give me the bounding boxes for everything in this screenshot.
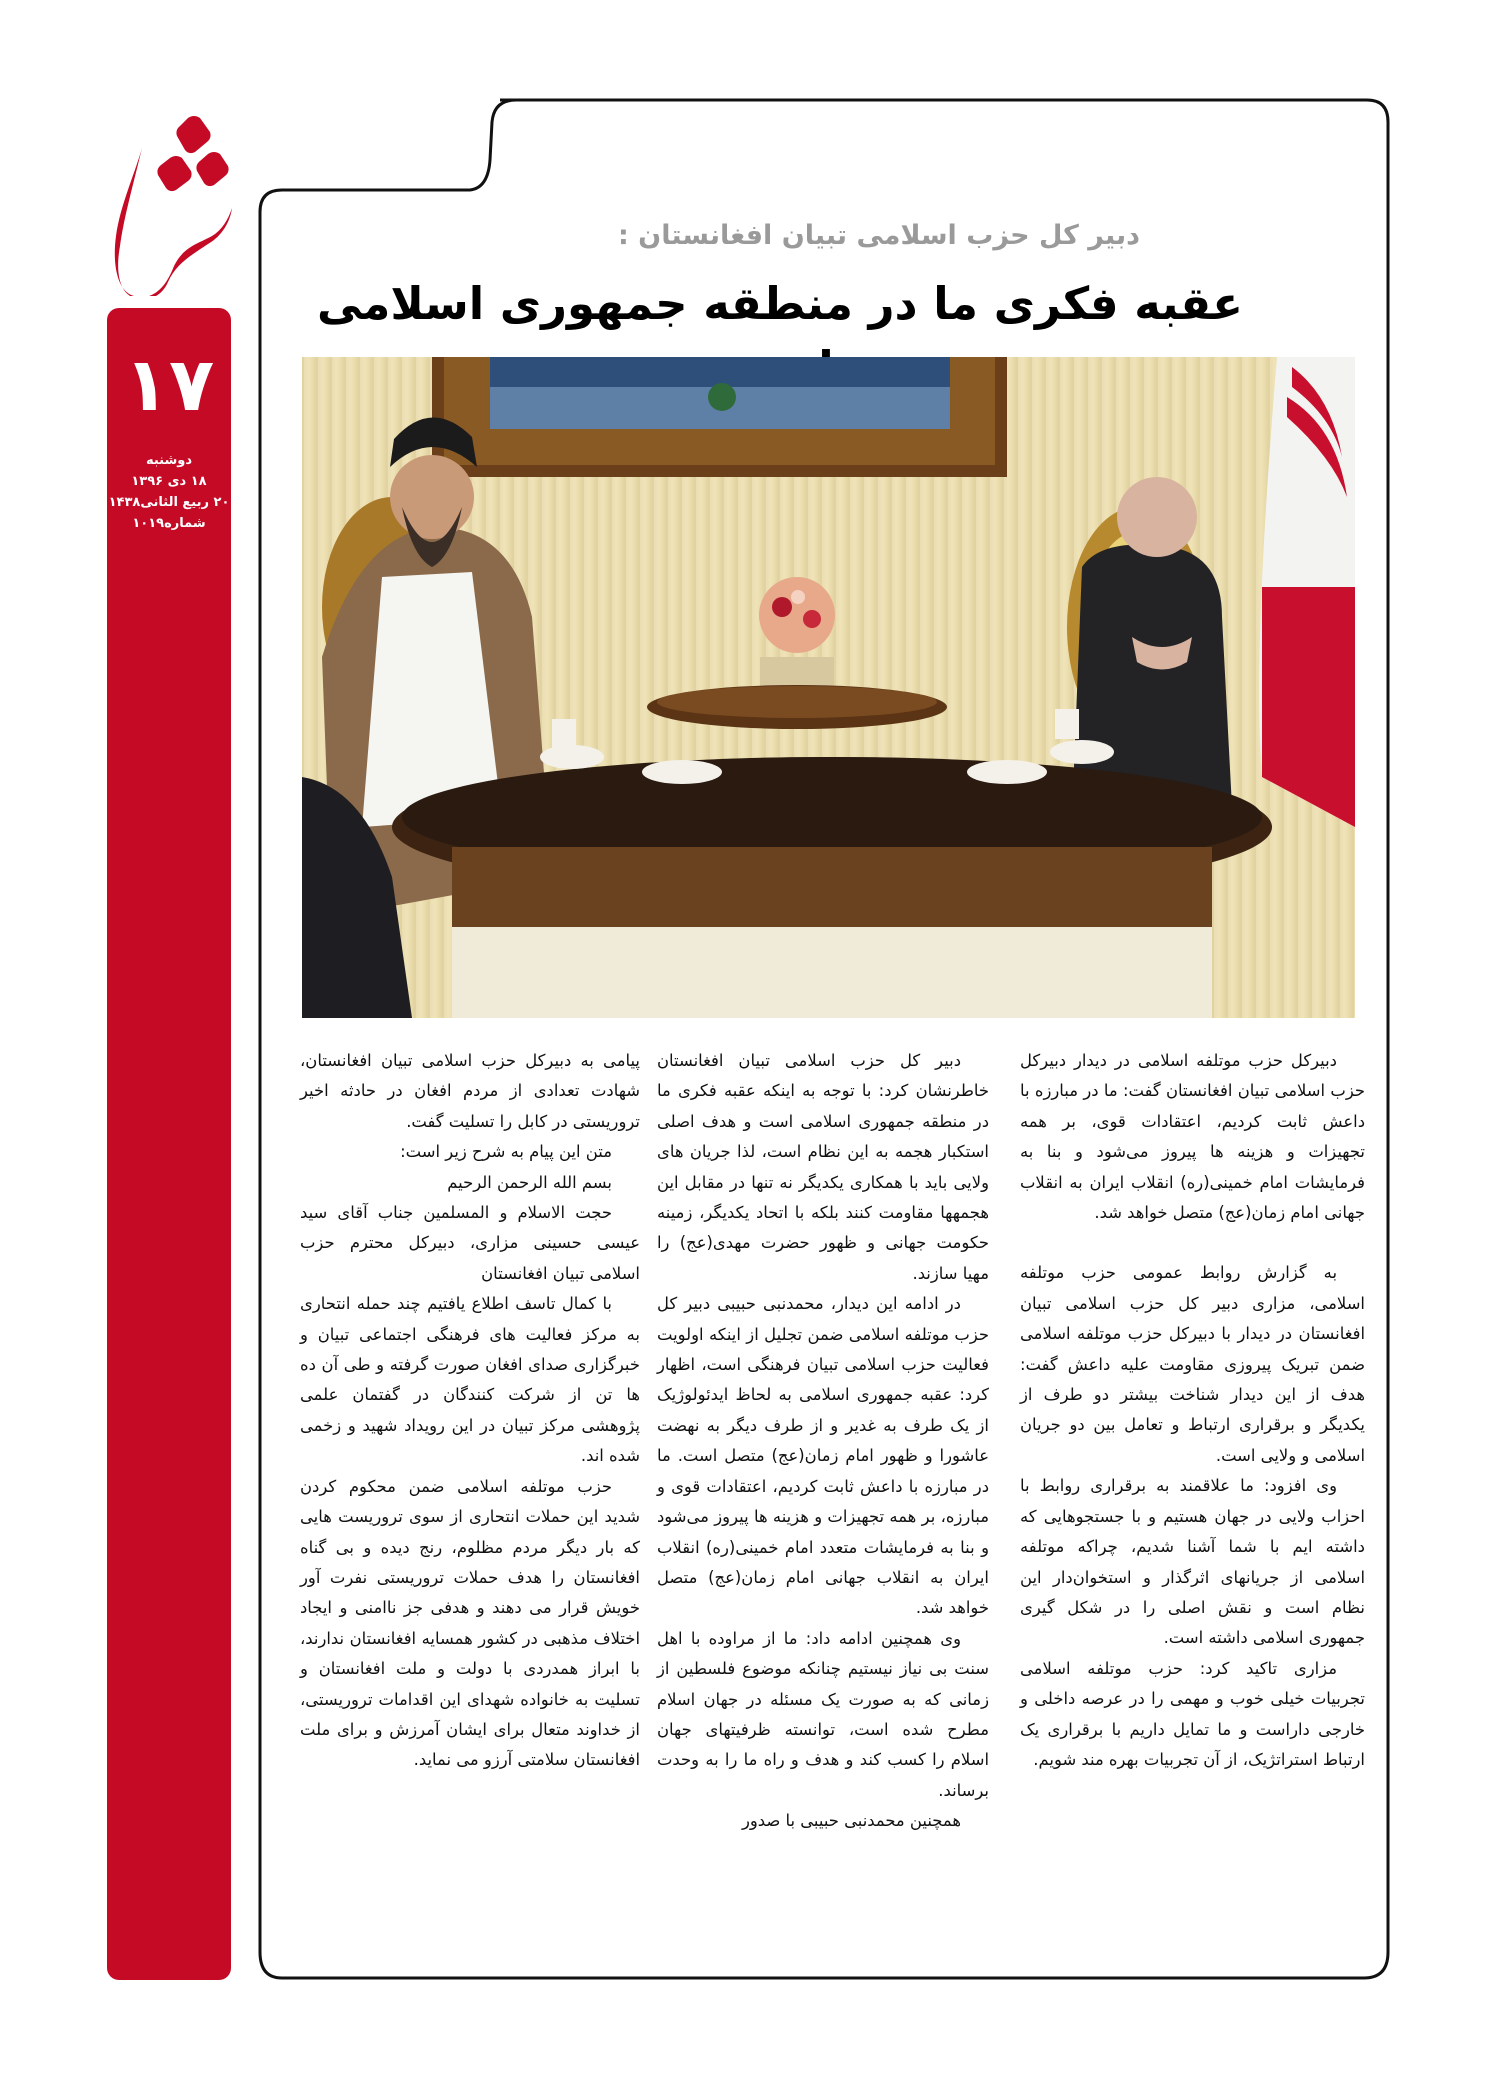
- paragraph: وی همچنین ادامه داد: ما از مراوده با اهل سنت بی نیاز نیستیم چنانکه موضوع فلسطین از زمانی که به صورت یک مسئله در جهان اسلام مطرح شده است، توانسته ظرفیتهای جهان اسلام را کسب کند و هدف و راه ما را به وحدت برساند.: [657, 1628, 989, 1800]
- date-solar: ۱۸ دی ۱۳۹۶: [131, 474, 207, 489]
- paragraph: وی افزود: ما علاقمند به برقراری روابط با احزاب ولایی در جهان هستیم و با جستجوهایی که داشته ایم با شما آشنا شدیم، چراکه موتلفه اسلامی از جریانهای اثرگذار و استخوان‌دار این نظام است و نقش اصلی را در شکل گیری جمهوری اسلامی داشته است.: [1020, 1476, 1365, 1648]
- logo-dot-left: [157, 156, 191, 191]
- logo-dot-right: [196, 152, 228, 186]
- paragraph: حزب موتلفه اسلامی ضمن محکوم کردن شدید این حملات انتحاری از سوی تروریست هایی که بار دیگر مردم مظلوم، رنج دیده و بی گناه افغانستان را هدف حملات تروریستی نفرت آور خویش قرار می دهند و هدفی جز ناامنی و ایجاد اختلاف مذهبی در کشور همسایه افغانستان ندارند، با ابراز همدردی با دولت و ملت افغانستان و تسلیت به خانواده شهدای این اقدامات تروریستی، از خداوند متعال برای ایشان آمرزش و برای ملت افغانستان سلامتی آرزو می نماید.: [300, 1476, 640, 1770]
- date-lunar: ۲۰ ربیع الثانی۱۴۳۸: [108, 495, 230, 510]
- paragraph: پیامی به دبیرکل حزب اسلامی تبیان افغانستان، شهادت تعدادی از مردم افغان در حادثه اخیر تروریستی در کابل را تسلیت گفت.: [300, 1051, 640, 1131]
- logo-dot-top: [176, 116, 210, 153]
- paragraph: دبیر کل حزب اسلامی تبیان افغانستان خاطرنشان کرد: با توجه به اینکه عقبه فکری ما در منطقه جمهوری اسلامی است و هدف اصلی استکبار هجمه به این نظام است، لذا جریان های ولایی باید با همکاری یکدیگر نه تنها در مقابل این هجمهها مقاومت کنند بلکه با اتحاد یکدیگر، زمینه حکومت جهانی و ظهور حضرت مهدی(عج) را مهیا سازند.: [657, 1051, 989, 1283]
- article-photo: [302, 357, 1355, 1018]
- page-number: ۱۷: [123, 342, 215, 428]
- basmala: بسم الله الرحمن الرحیم: [447, 1172, 612, 1192]
- paragraph: مزاری تاکید کرد: حزب موتلفه اسلامی تجربیات خیلی خوب و مهمی را در عرصه داخلی و خارجی داراست و ما تمایل داریم با برقراری یک ارتباط استراتژیک، از آن تجربیات بهره مند شویم.: [1020, 1658, 1365, 1769]
- issue-sidebar: [107, 308, 231, 1980]
- paragraph: با کمال تاسف اطلاع یافتیم چند حمله انتحاری به مرکز فعالیت های فرهنگی اجتماعی تبیان و خبرگزاری صدای افغان صورت گرفته و طی آن ده ها تن از شرکت کنندگان در گفتمان علمی پژوهشی مرکز تبیان در این رویداد شهید و زخمی شده اند.: [300, 1294, 640, 1466]
- article-kicker: دبیر کل حزب اسلامی تبیان افغانستان :: [617, 220, 1140, 251]
- article-column-middle: [657, 1046, 989, 1837]
- weekday: دوشنبه: [145, 453, 193, 468]
- message-intro: متن این پیام به شرح زیر است:: [400, 1142, 612, 1162]
- newspaper-logo: [104, 96, 238, 296]
- article-column-left: [300, 1046, 640, 1776]
- paragraph: دبیرکل حزب موتلفه اسلامی در دیدار دبیرکل حزب اسلامی تبیان افغانستان گفت: ما در مبارزه با داعش ثابت کردیم، اعتقادات قوی، بر همه تجهیزات و هزینه ها پیروز می‌شود و بنا به فرمایشات امام خمینی(ره) انقلاب ایران به انقلاب جهانی امام زمان(عج) متصل خواهد شد.: [1020, 1051, 1365, 1223]
- article-column-right: [1020, 1046, 1365, 1775]
- paragraph: در ادامه این دیدار، محمدنبی حبیبی دبیر کل حزب موتلفه اسلامی ضمن تجلیل از اینکه اولویت فعالیت حزب اسلامی تبیان فرهنگی است، اظهار کرد: عقبه جمهوری اسلامی به لحاظ ایدئولوژیک از یک طرف به غدیر و از طرف دیگر به نهضت عاشورا و ظهور امام زمان(عج) متصل است. ما در مبارزه با داعش ثابت کردیم، اعتقادات قوی و مبارزه، بر همه تجهیزات و هزینه ها پیروز می‌شود و بنا به فرمایشات متعدد امام خمینی(ره) انقلاب ایران به انقلاب جهانی امام زمان(عج) متصل خواهد شد.: [657, 1294, 989, 1618]
- meeting-photo-icon: [302, 357, 1355, 1018]
- issue-number: شماره۱۰۱۹: [132, 516, 206, 531]
- article-headline: عقبه فکری ما در منطقه جمهوری اسلامی: [316, 277, 1244, 330]
- issue-meta: [107, 450, 231, 534]
- message-addressee: حجت الاسلام و المسلمین جناب آقای سید عیسی حسینی مزاری، دبیرکل محترم حزب اسلامی تبیان افغانستان: [300, 1203, 640, 1283]
- paragraph: به گزارش روابط عمومی حزب موتلفه اسلامی، مزاری دبیر کل حزب اسلامی تبیان افغانستان در دیدار با دبیرکل حزب موتلفه اسلامی ضمن تبریک پیروزی مقاومت علیه داعش گفت: هدف از این دیدار شناخت بیشتر دو طرف از یکدیگر و برقراری ارتباط و تعامل بین دو جریان اسلامی و ولایی است.: [1020, 1263, 1365, 1465]
- paragraph: همچنین محمدنبی حبیبی با صدور: [741, 1811, 961, 1831]
